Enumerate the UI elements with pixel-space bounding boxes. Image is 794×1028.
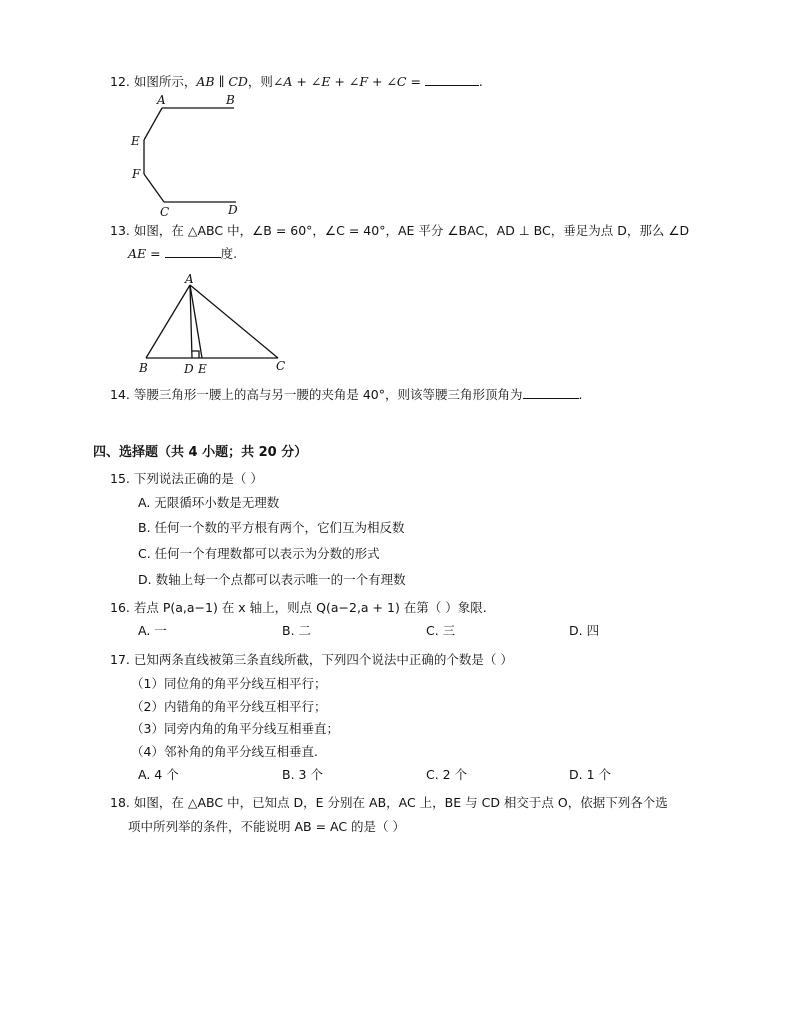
question-12 — [110, 73, 483, 91]
segment-ae — [144, 108, 162, 140]
segment-ab — [146, 285, 190, 358]
question-18-line-2: 项中所列举的条件，不能说明 AB = AC 的是（ ） — [128, 819, 406, 834]
label-d: D — [184, 362, 194, 376]
right-angle-mark — [192, 351, 199, 358]
option-b[interactable]: B. 任何一个数的平方根有两个，它们互为相反数 — [138, 520, 405, 535]
question-number: 16. — [110, 600, 130, 615]
segment-ac — [190, 285, 278, 358]
question-number: 15. — [110, 471, 130, 486]
question-number: 17. — [110, 652, 130, 667]
option-a[interactable]: A. 无限循环小数是无理数 — [138, 495, 280, 510]
math-expression: AB ∥ CD — [196, 74, 248, 89]
question-14 — [110, 386, 583, 404]
unit-text: 度. — [220, 246, 238, 261]
option-c[interactable]: C. 三 — [426, 623, 456, 638]
question-number: 13. — [110, 223, 130, 238]
answer-blank[interactable] — [523, 386, 579, 399]
math-expression: ∠A + ∠E + ∠F + ∠C = — [272, 74, 421, 89]
bisector-ae — [190, 285, 202, 358]
section-heading: 四、选择题（共 4 小题；共 20 分） — [93, 445, 308, 460]
option-b[interactable]: B. 3 个 — [282, 767, 323, 782]
question-text: 若点 P(a,a−1) 在 x 轴上，则点 Q(a−2,a + 1) 在第（ ）象限. — [133, 600, 487, 615]
question-text: 等腰三角形一腰上的高与另一腰的夹角是 40°，则该等腰三角形顶角为 — [133, 387, 523, 402]
statement-4: （4）邻补角的角平分线互相垂直. — [131, 744, 318, 759]
answer-blank[interactable] — [425, 73, 479, 86]
label-b: B — [226, 93, 235, 107]
question-text: 如图，在 △ABC 中，已知点 D，E 分别在 AB，AC 上，BE 与 CD 相交于点 O，依据下列各个选 — [133, 795, 668, 810]
option-a[interactable]: A. 一 — [138, 623, 167, 638]
label-a: A — [185, 272, 194, 286]
question-text: 如图所示， — [133, 74, 197, 89]
question-16 — [110, 599, 487, 617]
option-c[interactable]: C. 任何一个有理数都可以表示为分数的形式 — [138, 546, 380, 561]
option-a[interactable]: A. 4 个 — [138, 767, 179, 782]
question-number: 12. — [110, 74, 130, 89]
period: . — [478, 74, 483, 89]
question-17 — [110, 651, 513, 669]
question-text: ，则 — [247, 74, 273, 89]
option-b[interactable]: B. 二 — [282, 623, 312, 638]
question-number: 18. — [110, 795, 130, 810]
question-15 — [110, 470, 263, 488]
question-number: 14. — [110, 387, 130, 402]
figure-q13-lines — [146, 285, 278, 358]
label-b: B — [139, 361, 148, 375]
math-expression: AE = — [128, 246, 161, 261]
option-d[interactable]: D. 数轴上每一个点都可以表示唯一的一个有理数 — [138, 572, 406, 587]
label-d: D — [228, 203, 238, 217]
answer-blank[interactable] — [165, 245, 221, 258]
question-13-line-1 — [110, 222, 689, 240]
option-d[interactable]: D. 四 — [569, 623, 600, 638]
statement-2: （2）内错角的角平分线互相平行； — [131, 699, 327, 714]
label-c: C — [276, 359, 286, 373]
option-c[interactable]: C. 2 个 — [426, 767, 468, 782]
period: . — [578, 387, 583, 402]
altitude-ad — [190, 285, 192, 358]
label-e: E — [198, 362, 207, 376]
label-f: F — [132, 167, 141, 181]
question-text: 如图，在 △ABC 中，∠B = 60°，∠C = 40°，AE 平分 ∠BAC，AD ⊥ BC，垂足为点 D，那么 ∠D — [133, 223, 690, 238]
label-e: E — [131, 134, 140, 148]
option-d[interactable]: D. 1 个 — [569, 767, 611, 782]
statement-3: （3）同旁内角的角平分线互相垂直； — [131, 721, 339, 736]
question-13-line-2 — [128, 245, 237, 263]
question-text: 已知两条直线被第三条直线所截，下列四个说法中正确的个数是（ ） — [133, 652, 513, 667]
label-a: A — [157, 93, 166, 107]
question-text: 下列说法正确的是（ ） — [133, 471, 263, 486]
figure-q12-lines — [144, 108, 236, 202]
statement-1: （1）同位角的角平分线互相平行； — [131, 676, 327, 691]
segment-fc — [144, 174, 164, 202]
label-c: C — [160, 205, 170, 219]
question-18-line-1 — [110, 794, 668, 812]
